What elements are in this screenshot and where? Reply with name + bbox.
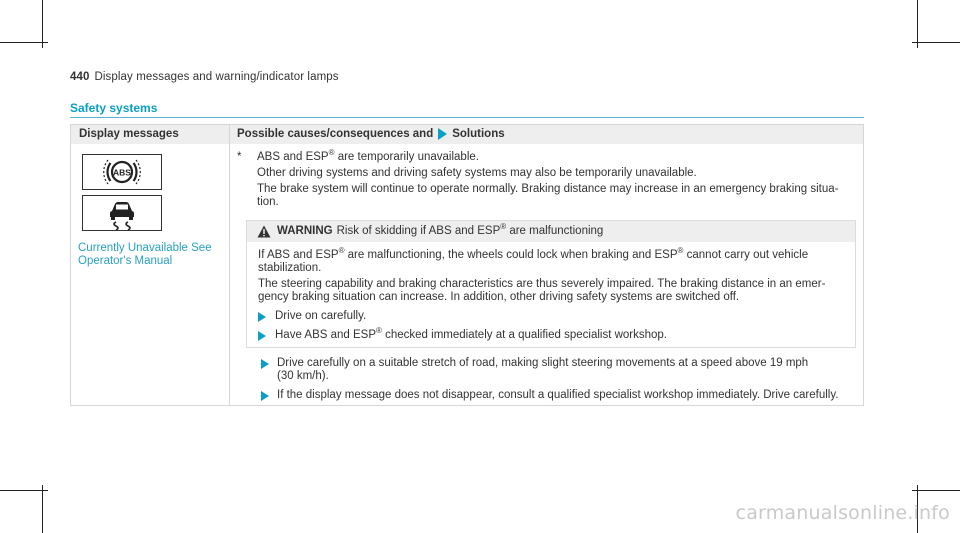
warning-header: [247, 221, 855, 242]
warning-p1-d: stabilization.: [258, 262, 322, 274]
watermark: carmanualsonline.info: [735, 502, 950, 524]
crop-mark: [0, 490, 48, 491]
cause-line-1: [237, 148, 838, 164]
arrow-right-icon: [438, 128, 447, 140]
warning-p1-b: are malfunctioning, the wheels could lock when braking and ESP: [344, 249, 678, 261]
registered-mark: ®: [500, 222, 507, 232]
messages-table: [70, 124, 864, 406]
crop-mark: [912, 42, 960, 43]
warning-heading-b: are malfunctioning: [506, 225, 604, 237]
solution-1a: Drive carefully on a suitable stretch of road, making slight steering movements at a speed above 19 mph: [277, 357, 809, 369]
warning-paragraph-2: [258, 278, 825, 304]
warning-action-1: Drive on carefully.: [275, 310, 367, 322]
warning-heading-a: Risk of skidding if ABS and ESP: [336, 225, 501, 237]
crop-mark: [0, 42, 48, 43]
solution-1b: (30 km/h).: [277, 370, 329, 382]
warning-action-2b: checked immediately at a qualified specialist workshop.: [381, 329, 668, 341]
column-header-solutions-text: Solutions: [452, 128, 505, 140]
column-header-causes: [237, 128, 505, 140]
table-header: [71, 125, 863, 144]
registered-mark: ®: [338, 246, 345, 256]
cause-line-1a: ABS and ESP: [257, 151, 329, 163]
column-divider: [229, 125, 230, 405]
registered-mark: ®: [328, 148, 335, 158]
cause-bullet: *: [237, 151, 242, 163]
warning-triangle-icon: [257, 225, 271, 238]
action-arrow-icon: [258, 331, 266, 341]
column-header-causes-text: Possible causes/consequences and: [237, 128, 434, 140]
warning-box: [246, 220, 856, 348]
cause-line-4: tion.: [257, 196, 279, 208]
esp-skid-icon: [82, 195, 162, 231]
cause-line-3: The brake system will continue to operate normally. Braking distance may increase in an emergency braking situa-: [257, 183, 839, 195]
page-header-title: Display messages and warning/indicator lamps: [94, 71, 339, 83]
registered-mark: ®: [376, 326, 382, 336]
crop-mark: [42, 0, 43, 48]
section-title: Safety systems: [70, 101, 158, 115]
registered-mark: ®: [677, 246, 684, 256]
abs-warning-icon: [82, 154, 162, 190]
warning-action-2: [275, 326, 668, 342]
cause-line-1b: are temporarily unavailable.: [334, 151, 479, 163]
page-number: 440: [70, 71, 90, 83]
action-arrow-icon: [258, 312, 266, 322]
column-header-display-messages: Display messages: [79, 128, 179, 140]
warning-paragraph-1: [258, 246, 809, 275]
warning-p2-a: The steering capability and braking characteristics are thus severely impaired. The braking distance in an emer-: [258, 278, 826, 290]
crop-mark: [912, 490, 960, 491]
warning-p1-c: cannot carry out vehicle: [683, 249, 809, 261]
abs-icon-text: ABS: [113, 167, 131, 178]
solution-arrow-icon: [261, 391, 269, 401]
warning-label: WARNING: [277, 225, 333, 237]
solution-1: [277, 357, 808, 383]
section-divider: [70, 117, 864, 118]
warning-action-2a: Have ABS and ESP: [275, 329, 377, 341]
warning-p2-b: gency braking situation can increase. In addition, other driving safety systems are switched off.: [258, 291, 740, 303]
display-message-text: Currently Unavailable See Operator's Manual: [78, 242, 212, 267]
crop-mark: [42, 485, 43, 533]
cause-line-2: Other driving systems and driving safety systems may also be temporarily unavailable.: [257, 167, 697, 179]
warning-p1-a: If ABS and ESP: [258, 249, 339, 261]
warning-title: [277, 222, 604, 237]
cause-text: [237, 148, 839, 209]
crop-mark: [917, 0, 918, 48]
solution-arrow-icon: [261, 359, 269, 369]
page-header: [70, 71, 339, 83]
solution-2: If the display message does not disappear, consult a qualified specialist workshop immediately. Drive carefully.: [277, 389, 839, 401]
